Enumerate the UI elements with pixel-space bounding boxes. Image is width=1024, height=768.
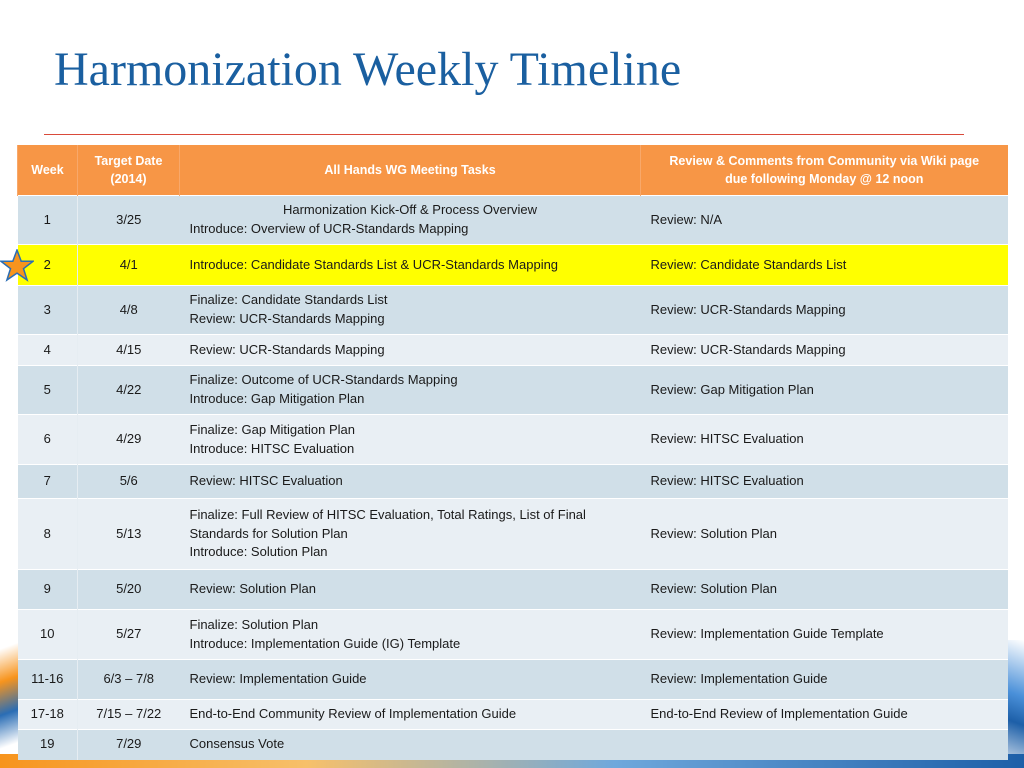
task-line: Finalize: Solution Plan [189,616,319,632]
task-line: Review: UCR-Standards Mapping [189,341,385,357]
week-cell: 10 [18,610,78,660]
table-row [18,730,1008,760]
table-row [18,700,1008,730]
week-cell: 17-18 [18,700,78,730]
week-cell: 11-16 [18,660,78,700]
review-cell: Review: N/A [641,196,1008,245]
week-cell: 3 [18,286,78,335]
header-tasks: All Hands WG Meeting Tasks [180,145,641,196]
task-line: Finalize: Full Review of HITSC Evaluation, Total Ratings, List of Final [189,506,586,522]
table-row [18,196,1008,245]
task-line: Finalize: Gap Mitigation Plan [189,421,355,437]
table-row [18,335,1008,366]
task-line: Introduce: Candidate Standards List & UCR-Standards Mapping [189,256,559,272]
date-cell: 6/3 – 7/8 [78,660,180,700]
task-line: Standards for Solution Plan [189,525,348,541]
review-cell [641,730,1008,760]
week-cell: 2 [18,245,78,286]
tasks-cell [180,415,641,465]
tasks-cell [180,499,641,570]
header-review-line2: due following Monday @ 12 noon [725,172,924,186]
review-cell: Review: HITSC Evaluation [641,415,1008,465]
review-cell: Review: HITSC Evaluation [641,465,1008,499]
review-cell: Review: UCR-Standards Mapping [641,335,1008,366]
task-line: Consensus Vote [189,736,285,752]
header-review [641,145,1008,196]
table-row [18,415,1008,465]
date-cell: 7/15 – 7/22 [78,700,180,730]
date-cell: 3/25 [78,196,180,245]
table-row-highlighted [18,245,1008,286]
date-cell: 4/15 [78,335,180,366]
week-cell: 7 [18,465,78,499]
review-cell: Review: Implementation Guide [641,660,1008,700]
star-icon [0,249,34,283]
table-header-row [18,145,1008,196]
task-line: Introduce: Solution Plan [189,544,328,560]
tasks-cell [180,570,641,610]
task-line: Review: HITSC Evaluation [189,473,343,489]
review-cell: Review: Candidate Standards List [641,245,1008,286]
tasks-cell [180,335,641,366]
tasks-cell [180,196,641,245]
table-row [18,499,1008,570]
date-cell: 4/29 [78,415,180,465]
tasks-cell [180,700,641,730]
title-divider [44,134,964,135]
task-line: Introduce: Gap Mitigation Plan [189,391,365,406]
tasks-cell [180,660,641,700]
task-line: Introduce: Implementation Guide (IG) Template [189,635,461,651]
header-week: Week [18,145,78,196]
table-row [18,366,1008,415]
week-cell: 19 [18,730,78,760]
task-line: Introduce: HITSC Evaluation [189,440,355,456]
table-row [18,610,1008,660]
review-cell: Review: Solution Plan [641,570,1008,610]
date-cell: 4/22 [78,366,180,415]
week-cell: 6 [18,415,78,465]
date-cell: 5/6 [78,465,180,499]
review-cell: End-to-End Review of Implementation Guide [641,700,1008,730]
date-cell: 5/27 [78,610,180,660]
tasks-cell [180,730,641,760]
week-cell: 5 [18,366,78,415]
tasks-cell [180,245,641,286]
date-cell: 5/20 [78,570,180,610]
header-target-date-line1: Target Date [94,153,163,168]
task-line: Harmonization Kick-Off & Process Overview [282,202,538,218]
date-cell: 4/1 [78,245,180,286]
tasks-cell [180,610,641,660]
week-cell: 4 [18,335,78,366]
task-line: Introduce: Overview of UCR-Standards Mapping [189,221,469,236]
date-cell: 7/29 [78,730,180,760]
date-cell: 4/8 [78,286,180,335]
review-cell: Review: Implementation Guide Template [641,610,1008,660]
tasks-cell [180,366,641,415]
date-cell: 5/13 [78,499,180,570]
task-line: Finalize: Outcome of UCR-Standards Mapping [189,372,458,388]
task-line: End-to-End Community Review of Implementation Guide [189,706,517,722]
tasks-cell [180,286,641,335]
header-target-date-line2: (2014) [110,172,147,186]
header-review-line1: Review & Comments from Community via Wiki page [669,153,980,168]
task-line: Review: UCR-Standards Mapping [189,311,385,326]
table-row [18,465,1008,499]
tasks-cell [180,465,641,499]
task-line: Review: Solution Plan [189,581,316,597]
review-cell: Review: Gap Mitigation Plan [641,366,1008,415]
review-cell: Review: UCR-Standards Mapping [641,286,1008,335]
timeline-table [17,145,1008,760]
table-row [18,570,1008,610]
task-line: Review: Implementation Guide [189,671,367,687]
header-target-date [78,145,180,196]
review-cell: Review: Solution Plan [641,499,1008,570]
page-title: Harmonization Weekly Timeline [54,43,682,96]
week-cell: 8 [18,499,78,570]
week-cell: 1 [18,196,78,245]
week-cell: 9 [18,570,78,610]
table-row [18,660,1008,700]
table-row [18,286,1008,335]
task-line: Finalize: Candidate Standards List [189,292,388,308]
